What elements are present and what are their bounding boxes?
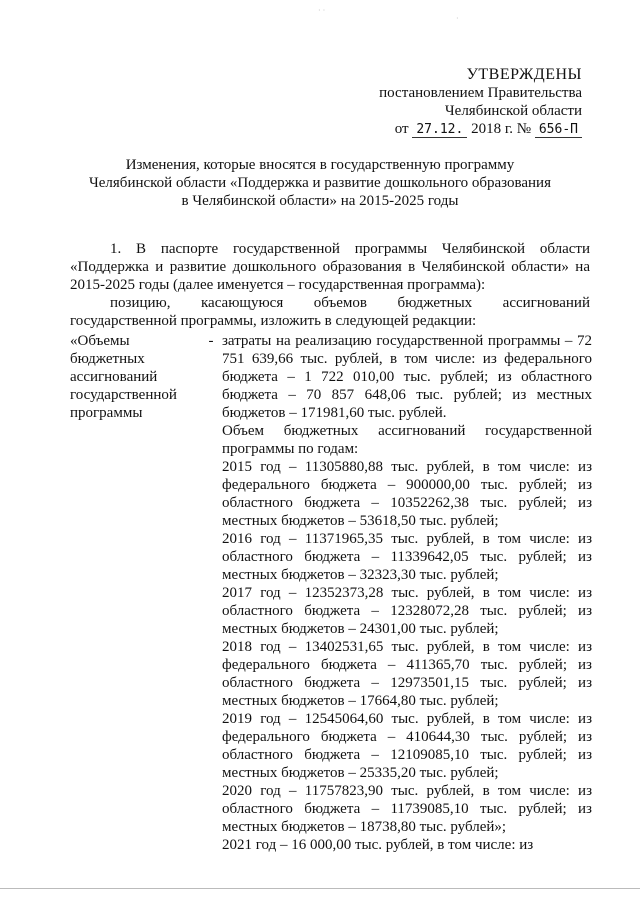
from-label: от bbox=[394, 121, 409, 137]
paragraph-1: 1. В паспорте государственной программы Челябинской области «Поддержка и развитие дошкольного образования в Челябинской области» на 2015-2025 годы (далее именуется – государственная программа): bbox=[70, 241, 590, 293]
paragraph-2: позицию, касающуюся объемов бюджетных ассигнований государственной программы, изложить в следующей редакции: bbox=[70, 295, 590, 329]
region-line: Челябинской области bbox=[444, 103, 582, 119]
approval-block bbox=[342, 66, 582, 139]
budget-2020: 2020 год – 11757823,90 тыс. рублей, в том числе: из областного бюджета – 11739085,10 тыс. рублей; из местных бюджетов – 18738,80 тыс. рублей»; bbox=[222, 783, 592, 835]
date-value: 27.12. bbox=[412, 122, 467, 138]
budget-total: затраты на реализацию государственной программы – 72 751 639,66 тыс. рублей, в том числе: из федерального бюджета – 1 722 010,00 тыс. рублей; из областного бюджета – 70 857 648,06 тыс. рублей; из местных бюджетов – 171981,60 тыс. рублей. bbox=[222, 333, 592, 421]
page-bottom-edge bbox=[0, 888, 640, 889]
table-left-cell: «Объемы бюджетных ассигнований государственной программы bbox=[70, 333, 177, 421]
document-title bbox=[70, 156, 570, 210]
scan-mark-top: · · bbox=[318, 6, 326, 15]
date-number-line bbox=[342, 120, 582, 139]
title-line-1: Изменения, которые вносятся в государственную программу bbox=[125, 157, 515, 173]
table-dash: - bbox=[208, 333, 214, 349]
approved-heading: УТВЕРЖДЕНЫ bbox=[466, 66, 582, 83]
budget-2015: 2015 год – 11305880,88 тыс. рублей, в том числе: из федерального бюджета – 900000,00 тыс. рублей; из областного бюджета – 10352262,38 тыс. рублей; из местных бюджетов – 53618,50 тыс. рублей; bbox=[222, 459, 592, 529]
year-value: 2018 г. bbox=[471, 121, 514, 137]
budget-2019: 2019 год – 12545064,60 тыс. рублей, в том числе: из федерального бюджета – 410644,30 тыс. рублей; из областного бюджета – 12109085,10 тыс. рублей; из местных бюджетов – 25335,20 тыс. рублей; bbox=[222, 711, 592, 781]
number-label: № bbox=[516, 121, 532, 137]
budget-2016: 2016 год – 11371965,35 тыс. рублей, в том числе: из областного бюджета – 11339642,05 тыс. рублей; из местных бюджетов – 32323,30 тыс. рублей; bbox=[222, 531, 592, 583]
budget-table bbox=[70, 332, 592, 854]
budget-by-years-heading: Объем бюджетных ассигнований государственной программы по годам: bbox=[222, 423, 592, 457]
title-line-3: в Челябинской области» на 2015-2025 годы bbox=[181, 193, 459, 209]
budget-2017: 2017 год – 12352373,28 тыс. рублей, в том числе: из областного бюджета – 12328072,28 тыс. рублей; из местных бюджетов – 24301,00 тыс. рублей; bbox=[222, 585, 592, 637]
approved-by-line: постановлением Правительства bbox=[379, 85, 582, 101]
scan-mark-right: · bbox=[456, 14, 459, 23]
budget-2021: 2021 год – 16 000,00 тыс. рублей, в том числе: из bbox=[222, 837, 534, 853]
number-value: 656-П bbox=[535, 122, 582, 138]
table-right-cell bbox=[222, 332, 592, 854]
budget-2018: 2018 год – 13402531,65 тыс. рублей, в том числе: из федерального бюджета – 411365,70 тыс. рублей; из областного бюджета – 12973501,15 тыс. рублей; из местных бюджетов – 17664,80 тыс. рублей; bbox=[222, 639, 592, 709]
title-line-2: Челябинской области «Поддержка и развитие дошкольного образования bbox=[89, 175, 551, 191]
